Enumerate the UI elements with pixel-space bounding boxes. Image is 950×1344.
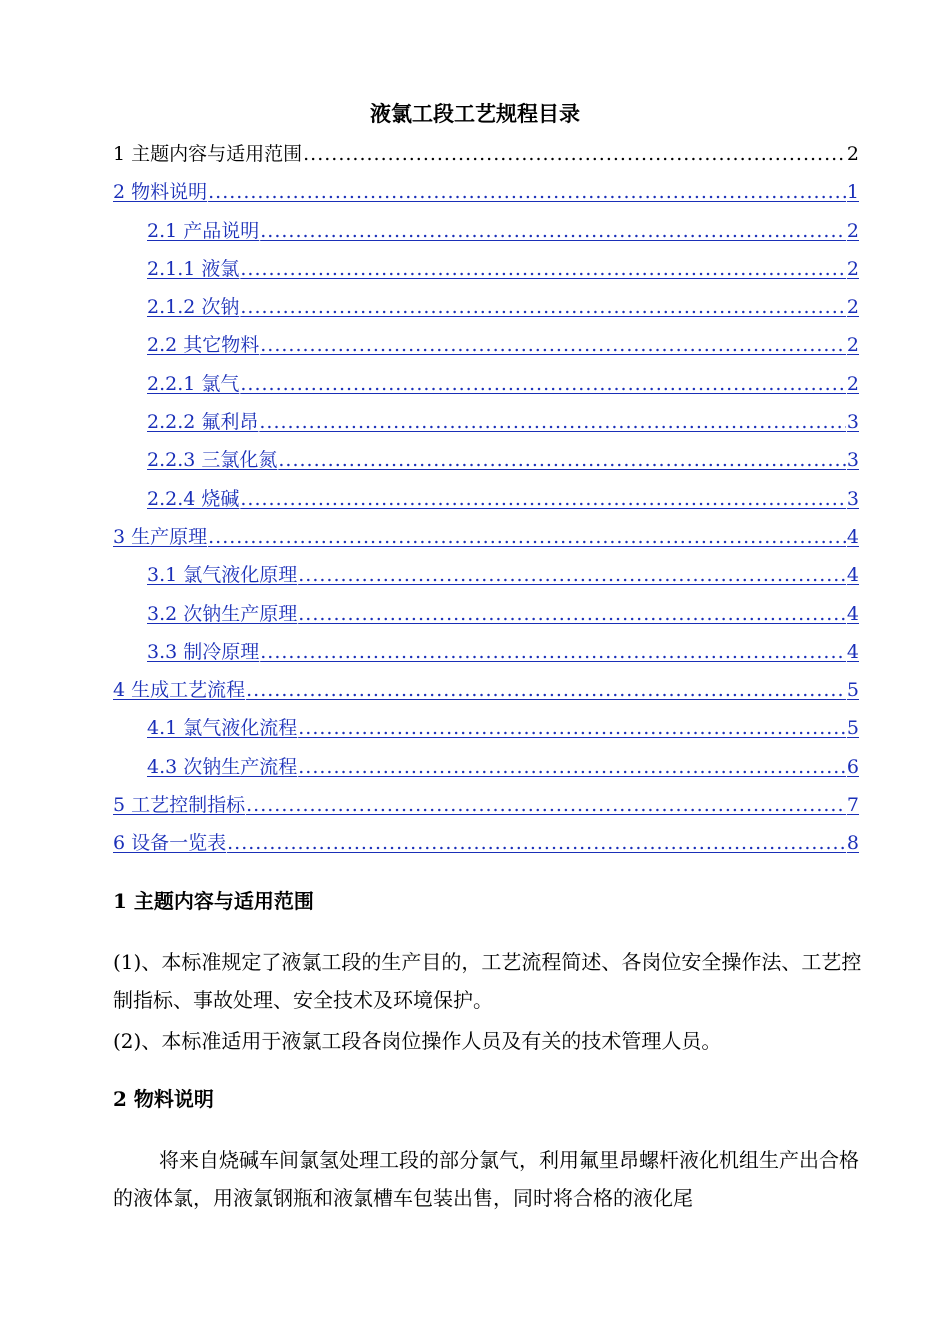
section-2-heading: 2 物料说明: [113, 1087, 214, 1111]
toc-entry-page: 6: [846, 755, 859, 778]
toc-entry[interactable]: [113, 445, 859, 483]
toc-entry-page: 4: [846, 640, 859, 663]
toc-entry-label: 4.1 氯气液化流程: [147, 717, 298, 740]
toc-entry-page: 8: [846, 832, 859, 855]
toc-entry-page: 2: [846, 143, 859, 165]
page-title: 液氯工段工艺规程目录: [370, 101, 580, 126]
toc-entry-label: 3.3 制冷原理: [147, 640, 260, 663]
section-1-paragraph-2: (2)、本标准适用于液氯工段各岗位操作人员及有关的技术管理人员。: [113, 1029, 722, 1053]
toc-entry[interactable]: [113, 752, 859, 790]
toc-entry[interactable]: [113, 599, 859, 637]
toc-entry-label: 3 生产原理: [113, 525, 208, 548]
toc-entry-page: 5: [846, 717, 859, 740]
toc-entry-page: 7: [846, 794, 859, 817]
toc-entry-label: 2.2.3 三氯化氮: [147, 449, 278, 472]
toc-entry[interactable]: [113, 637, 859, 675]
toc-entry-label: 2.1.1 液氯: [147, 257, 240, 280]
toc-entry-page: 3: [846, 449, 859, 472]
toc-entry[interactable]: [113, 828, 859, 866]
toc-entry-label: 2 物料说明: [113, 181, 208, 204]
toc-leader-dots: [298, 599, 846, 629]
toc-leader-dots: [259, 407, 846, 437]
toc-entry-page: 2: [846, 257, 859, 280]
toc-entry[interactable]: [113, 522, 859, 560]
toc-entry-page: 1: [846, 181, 859, 204]
toc-entry-label: 2.2.4 烧碱: [147, 487, 240, 510]
section-1-paragraph-1: (1)、本标准规定了液氯工段的生产目的，工艺流程简述、各岗位安全操作法、工艺控制指标、事故处理、安全技术及环境保护。: [113, 950, 862, 1012]
toc-leader-dots: [298, 713, 846, 743]
toc-entry-label: 2.1 产品说明: [147, 219, 260, 242]
toc-entry[interactable]: [113, 292, 859, 330]
toc-leader-dots: [240, 254, 846, 284]
toc-entry-label: 3.1 氯气液化原理: [147, 564, 298, 587]
toc-entry[interactable]: [113, 330, 859, 368]
toc-leader-dots: [298, 752, 846, 782]
toc-entry-label: 2.2.1 氯气: [147, 372, 240, 395]
toc-leader-dots: [303, 139, 846, 169]
toc-entry-label: 4 生成工艺流程: [113, 679, 246, 702]
toc-entry[interactable]: [113, 177, 859, 215]
toc-entry-page: 2: [846, 219, 859, 242]
toc-entry-page: 2: [846, 296, 859, 319]
toc-leader-dots: [246, 675, 846, 705]
toc-entry-label: 1 主题内容与适用范围: [113, 143, 303, 165]
toc-leader-dots: [260, 637, 846, 667]
toc-entry-page: 2: [846, 334, 859, 357]
toc-entry-page: 4: [846, 564, 859, 587]
toc-entry-page: 2: [846, 372, 859, 395]
section-2-paragraph-1: 将来自烧碱车间氯氢处理工段的部分氯气，利用氟里昂螺杆液化机组生产出合格的液体氯，用液氯钢瓶和液氯槽车包装出售，同时将合格的液化尾: [113, 1148, 859, 1210]
toc-entry[interactable]: [113, 369, 859, 407]
toc-leader-dots: [208, 177, 846, 207]
toc-entry[interactable]: [113, 407, 859, 445]
toc-entry[interactable]: [113, 560, 859, 598]
toc-leader-dots: [278, 445, 846, 475]
toc-leader-dots: [246, 790, 846, 820]
toc-entry-label: 6 设备一览表: [113, 832, 227, 855]
toc-entry-page: 4: [846, 602, 859, 625]
toc-entry-label: 2.1.2 次钠: [147, 296, 240, 319]
toc-entry[interactable]: [113, 790, 859, 828]
toc-entry[interactable]: [113, 713, 859, 751]
table-of-contents: [113, 139, 859, 867]
toc-entry-label: 2.2.2 氟利昂: [147, 411, 259, 434]
toc-leader-dots: [240, 484, 846, 514]
toc-entry-label: 5 工艺控制指标: [113, 794, 246, 817]
toc-entry-page: 5: [846, 679, 859, 702]
toc-entry[interactable]: [113, 254, 859, 292]
toc-entry-page: 4: [846, 525, 859, 548]
toc-entry[interactable]: [113, 216, 859, 254]
toc-leader-dots: [208, 522, 846, 552]
toc-entry-label: 2.2 其它物料: [147, 334, 260, 357]
toc-entry-label: 4.3 次钠生产流程: [147, 755, 298, 778]
toc-entry[interactable]: [113, 675, 859, 713]
toc-entry-page: 3: [846, 487, 859, 510]
toc-leader-dots: [240, 292, 846, 322]
toc-leader-dots: [260, 216, 846, 246]
toc-entry-page: 3: [846, 411, 859, 434]
toc-leader-dots: [227, 828, 846, 858]
toc-entry-label: 3.2 次钠生产原理: [147, 602, 298, 625]
toc-leader-dots: [240, 369, 846, 399]
toc-leader-dots: [298, 560, 846, 590]
section-1-heading: 1 主题内容与适用范围: [113, 889, 314, 913]
toc-entry: [113, 139, 859, 177]
toc-entry[interactable]: [113, 484, 859, 522]
toc-leader-dots: [260, 330, 846, 360]
